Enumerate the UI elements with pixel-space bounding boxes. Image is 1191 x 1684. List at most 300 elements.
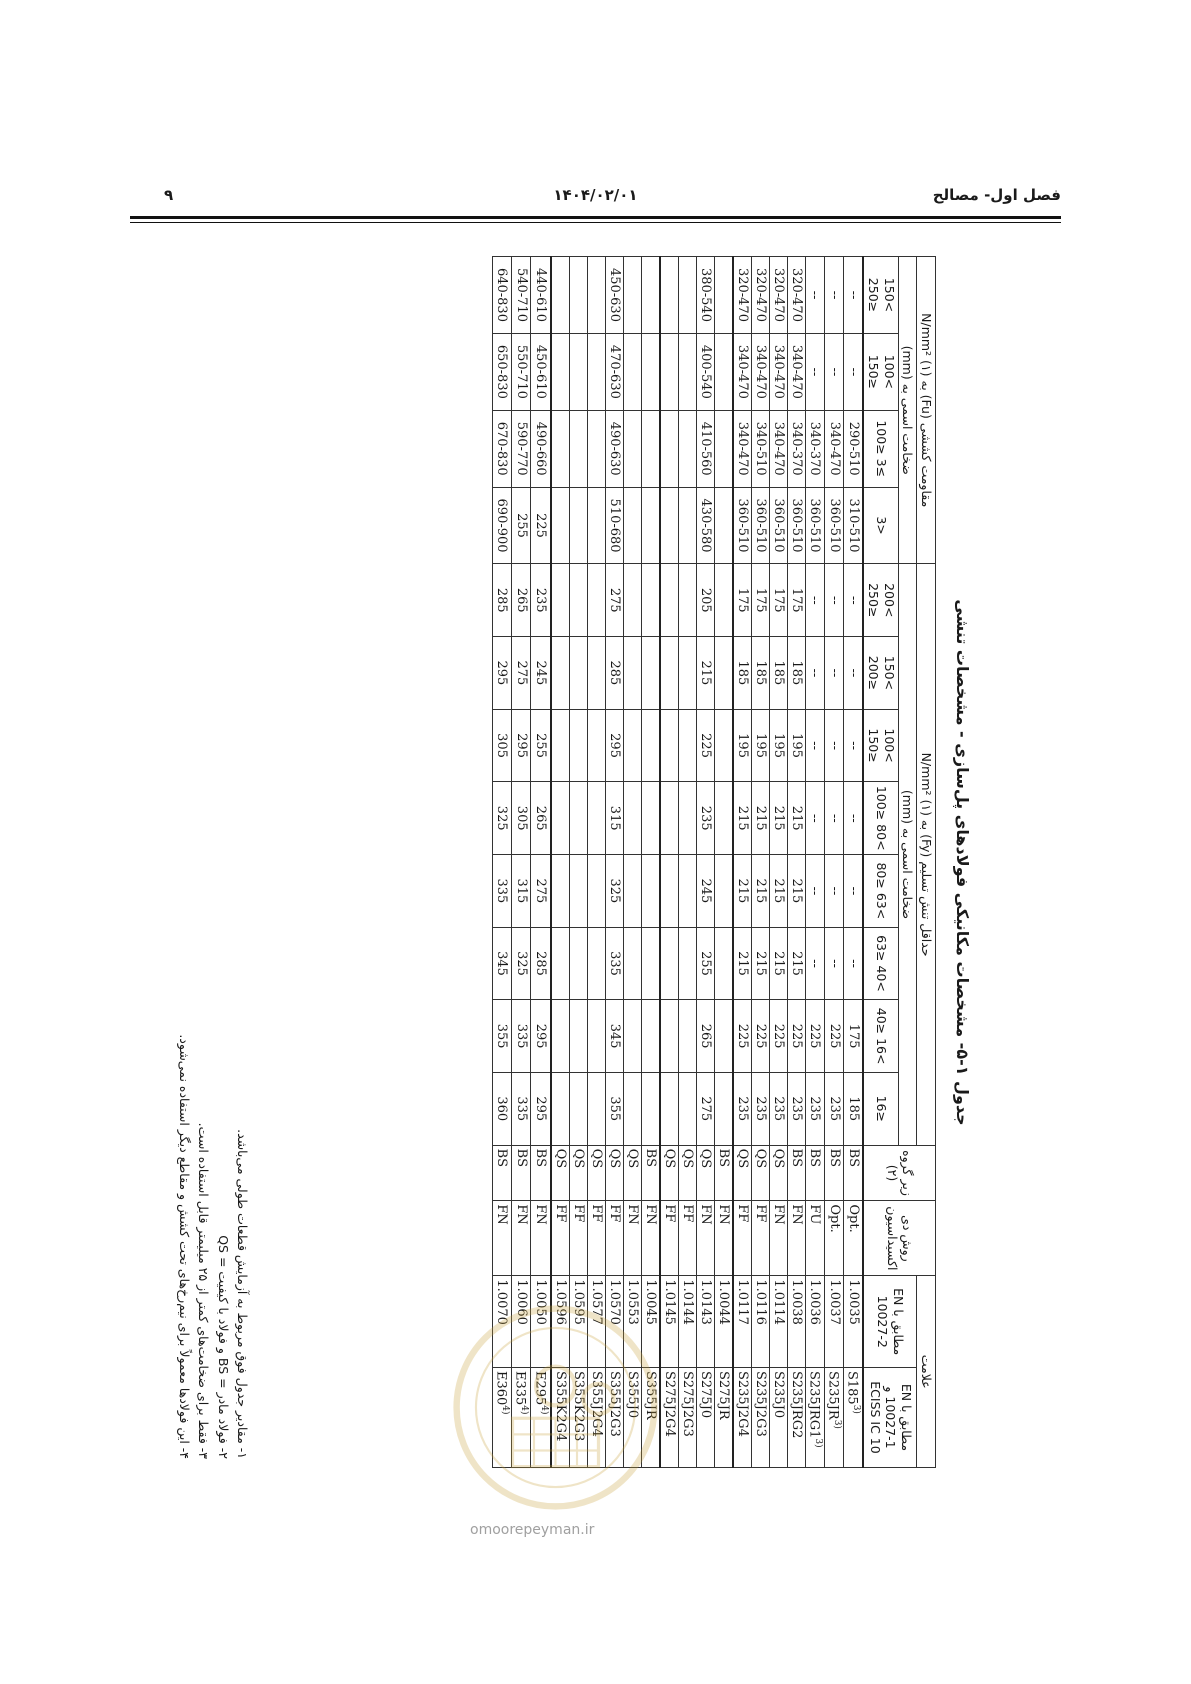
fy-range-header: >200 ≤250 bbox=[864, 564, 899, 637]
fy-value bbox=[660, 927, 679, 1000]
fu-thickness-header: ضخامت اسمی به (mm) bbox=[898, 257, 917, 564]
fy-value: 215 bbox=[696, 637, 714, 710]
fy-value: 285 bbox=[492, 564, 511, 637]
designation-en10027-1: S235J2G4 bbox=[733, 1367, 752, 1467]
page-header bbox=[130, 186, 1061, 212]
fy-range-header: >100 ≤150 bbox=[864, 709, 899, 782]
fy-value: -- bbox=[805, 927, 824, 1000]
fy-value bbox=[587, 1000, 605, 1073]
fy-value bbox=[551, 927, 570, 1000]
fu-value: 360-510 bbox=[824, 487, 843, 564]
fu-value: 320-470 bbox=[733, 257, 752, 334]
fu-value bbox=[714, 410, 733, 487]
fu-value: 670-830 bbox=[492, 410, 511, 487]
fu-value bbox=[551, 410, 570, 487]
fy-value: 215 bbox=[751, 855, 769, 928]
fy-value bbox=[660, 637, 679, 710]
fy-range-header: ≤16 bbox=[864, 1072, 899, 1145]
fy-value: 265 bbox=[696, 1000, 714, 1073]
designation-en10027-2: 1.0050 bbox=[531, 1276, 551, 1368]
fu-value: 360-510 bbox=[733, 487, 752, 564]
fu-value: 340-470 bbox=[733, 410, 752, 487]
fy-value: 215 bbox=[787, 782, 805, 855]
fu-value bbox=[569, 257, 587, 334]
designation-en10027-1: S355JR bbox=[641, 1367, 660, 1467]
designation-en10027-2: 1.0044 bbox=[714, 1276, 733, 1368]
deoxidation-method: FF bbox=[605, 1201, 623, 1276]
fu-value: 290-510 bbox=[844, 410, 864, 487]
deoxidation-method: FN bbox=[531, 1201, 551, 1276]
fy-value bbox=[551, 855, 570, 928]
fy-value: 360 bbox=[492, 1072, 511, 1145]
fu-value: 490-660 bbox=[531, 410, 551, 487]
fy-value bbox=[569, 782, 587, 855]
fy-value: 235 bbox=[769, 1072, 787, 1145]
fu-value: 340-470 bbox=[787, 333, 805, 410]
fy-range-header: >16 ≤40 bbox=[864, 1000, 899, 1073]
table-notes bbox=[175, 258, 253, 1459]
designation-en10027-2: 1.0037 bbox=[824, 1276, 843, 1368]
fy-value: 325 bbox=[511, 927, 530, 1000]
deoxidation-method: Opt. bbox=[824, 1201, 843, 1276]
fu-value: 320-470 bbox=[787, 257, 805, 334]
designation-en10027-1: S355J0 bbox=[623, 1367, 641, 1467]
table-row bbox=[551, 257, 570, 1468]
fy-value bbox=[551, 709, 570, 782]
fy-value: 235 bbox=[751, 1072, 769, 1145]
fy-value bbox=[551, 1072, 570, 1145]
deoxidation-method: FF bbox=[569, 1201, 587, 1276]
note-2: ۲- فولاد مادر = BS و فولاد با کیفیت = QS bbox=[215, 1235, 231, 1459]
fy-value bbox=[623, 855, 641, 928]
fy-value: 275 bbox=[531, 855, 551, 928]
fy-range-header: >40 ≤63 bbox=[864, 927, 899, 1000]
fy-value: 255 bbox=[696, 927, 714, 1000]
designation-en10027-1: S275J2G4 bbox=[660, 1367, 679, 1467]
fy-value: -- bbox=[844, 927, 864, 1000]
designation-en10027-2: 1.0596 bbox=[551, 1276, 570, 1368]
deoxidation-method: FF bbox=[660, 1201, 679, 1276]
note-1: ۱- مقادیر جدول فوق مربوط به آزمایش قطعات طولی می‌باشد. bbox=[235, 1129, 250, 1459]
fu-value bbox=[587, 410, 605, 487]
designation-en10027-2: 1.0035 bbox=[844, 1276, 864, 1368]
fy-value: 235 bbox=[531, 564, 551, 637]
table-row bbox=[531, 257, 551, 1468]
fy-value: 235 bbox=[696, 782, 714, 855]
fu-value bbox=[623, 257, 641, 334]
designation-en10027-2: 1.0570 bbox=[605, 1276, 623, 1368]
fy-value bbox=[569, 564, 587, 637]
fu-value: 340-370 bbox=[787, 410, 805, 487]
fy-value: 315 bbox=[511, 855, 530, 928]
fy-value: 175 bbox=[844, 1000, 864, 1073]
fy-value: 215 bbox=[769, 855, 787, 928]
fy-value: 215 bbox=[733, 927, 752, 1000]
fu-value bbox=[660, 487, 679, 564]
fy-value bbox=[569, 1000, 587, 1073]
fu-value: 360-510 bbox=[787, 487, 805, 564]
fu-value: 360-510 bbox=[751, 487, 769, 564]
designation-en10027-2: 1.0070 bbox=[492, 1276, 511, 1368]
subgroup: BS bbox=[531, 1145, 551, 1201]
rotated-content bbox=[176, 250, 978, 1475]
designation-en10027-2: 1.0553 bbox=[623, 1276, 641, 1368]
fu-value: 340-470 bbox=[824, 410, 843, 487]
subgroup: QS bbox=[660, 1145, 679, 1201]
subgroup: BS bbox=[805, 1145, 824, 1201]
fy-value: 235 bbox=[787, 1072, 805, 1145]
fy-value: 295 bbox=[492, 637, 511, 710]
fu-value: 690-900 bbox=[492, 487, 511, 564]
fu-value: 590-770 bbox=[511, 410, 530, 487]
deoxidation-method: FN bbox=[641, 1201, 660, 1276]
page-number: ۹ bbox=[164, 186, 174, 204]
fu-value: -- bbox=[844, 333, 864, 410]
fy-value bbox=[641, 564, 660, 637]
designation-en10027-2: 1.0038 bbox=[787, 1276, 805, 1368]
fy-value: -- bbox=[805, 782, 824, 855]
fy-value bbox=[623, 782, 641, 855]
fy-value: -- bbox=[824, 782, 843, 855]
fu-value: -- bbox=[824, 333, 843, 410]
fy-value: 285 bbox=[605, 637, 623, 710]
fy-value: -- bbox=[844, 855, 864, 928]
deoxidation-method: FF bbox=[551, 1201, 570, 1276]
note-3: ۳- فقط برای ضخامت‌های کمتر از ۲۵ میلیمتر قابل استفاده است. bbox=[196, 1122, 212, 1459]
fu-value bbox=[641, 410, 660, 487]
fu-value: 225 bbox=[531, 487, 551, 564]
designation-en10027-2: 1.0144 bbox=[678, 1276, 696, 1368]
designation-en10027-1: S235JRG2 bbox=[787, 1367, 805, 1467]
fu-value: 255 bbox=[511, 487, 530, 564]
table-row bbox=[805, 257, 824, 1468]
fy-value: 295 bbox=[531, 1000, 551, 1073]
fu-range-header: <3 bbox=[864, 487, 899, 564]
fy-value: -- bbox=[824, 564, 843, 637]
fy-value: 175 bbox=[751, 564, 769, 637]
fy-value: 335 bbox=[511, 1072, 530, 1145]
designation-en10027-1: S185$^{3)}$ bbox=[844, 1367, 864, 1467]
fy-value: 295 bbox=[605, 709, 623, 782]
fu-value: -- bbox=[805, 257, 824, 334]
fu-value: -- bbox=[805, 333, 824, 410]
fu-range-header: >150 ≤250 bbox=[864, 257, 899, 334]
fy-value: 335 bbox=[605, 927, 623, 1000]
fu-value bbox=[714, 333, 733, 410]
fy-value: 325 bbox=[605, 855, 623, 928]
fy-value: -- bbox=[805, 637, 824, 710]
note-4: ۴- این فولادها معمولاً برای نیم‌رخ‌های تحت کشش و مقاطع دیگر استفاده نمی‌شود. bbox=[176, 1034, 192, 1459]
designation-en10027-1: S235J0 bbox=[769, 1367, 787, 1467]
fy-value bbox=[641, 782, 660, 855]
table-row bbox=[511, 257, 530, 1468]
fy-value: 285 bbox=[531, 927, 551, 1000]
table-row bbox=[787, 257, 805, 1468]
fu-value: 400-540 bbox=[696, 333, 714, 410]
fu-value: 440-610 bbox=[531, 257, 551, 334]
deoxidation-method: FN bbox=[696, 1201, 714, 1276]
fu-value: 340-370 bbox=[805, 410, 824, 487]
designation-en10027-1: S355K2G4 bbox=[551, 1367, 570, 1467]
fy-value: 185 bbox=[844, 1072, 864, 1145]
subgroup: QS bbox=[569, 1145, 587, 1201]
fy-value bbox=[623, 1072, 641, 1145]
rotated-table-region bbox=[176, 250, 978, 1475]
fy-value bbox=[569, 637, 587, 710]
table-row bbox=[733, 257, 752, 1468]
fu-value: 380-540 bbox=[696, 257, 714, 334]
fy-range-header: >63 ≤80 bbox=[864, 855, 899, 928]
subgroup: QS bbox=[733, 1145, 752, 1201]
fy-value: 215 bbox=[769, 782, 787, 855]
table-row bbox=[492, 257, 511, 1468]
table-row bbox=[569, 257, 587, 1468]
fy-value bbox=[678, 1000, 696, 1073]
table-row bbox=[660, 257, 679, 1468]
fu-value: 510-680 bbox=[605, 487, 623, 564]
fy-value bbox=[551, 637, 570, 710]
deoxidation-method: FN bbox=[714, 1201, 733, 1276]
fu-value bbox=[641, 333, 660, 410]
fu-value bbox=[660, 410, 679, 487]
fu-value: 450-630 bbox=[605, 257, 623, 334]
designation-en10027-2: 1.0595 bbox=[569, 1276, 587, 1368]
fu-value bbox=[641, 257, 660, 334]
table-row bbox=[678, 257, 696, 1468]
watermark-url: omoorepeyman.ir bbox=[470, 1522, 595, 1538]
fy-value bbox=[660, 564, 679, 637]
fy-value: 215 bbox=[787, 927, 805, 1000]
fy-range-header: >150 ≤200 bbox=[864, 637, 899, 710]
subgroup: QS bbox=[678, 1145, 696, 1201]
table-row bbox=[641, 257, 660, 1468]
table-row bbox=[605, 257, 623, 1468]
deoxidation-method: Opt. bbox=[844, 1201, 864, 1276]
fy-value bbox=[714, 1000, 733, 1073]
designation-en10027-2: 1.0145 bbox=[660, 1276, 679, 1368]
table-row bbox=[696, 257, 714, 1468]
fy-value: 275 bbox=[511, 637, 530, 710]
fu-value: 320-470 bbox=[751, 257, 769, 334]
designation-en10027-2: 1.0045 bbox=[641, 1276, 660, 1368]
designation-en10027-1: S235J2G3 bbox=[751, 1367, 769, 1467]
table-row bbox=[824, 257, 843, 1468]
designation-en10027-2: 1.0116 bbox=[751, 1276, 769, 1368]
designation-en10027-2: 1.0036 bbox=[805, 1276, 824, 1368]
deox-header: روش دی اکسیداسیون bbox=[864, 1201, 936, 1276]
fu-value bbox=[678, 487, 696, 564]
fy-value: 185 bbox=[733, 637, 752, 710]
fy-value bbox=[660, 855, 679, 928]
fy-value: -- bbox=[824, 709, 843, 782]
fu-value: -- bbox=[844, 257, 864, 334]
fy-value: 345 bbox=[605, 1000, 623, 1073]
fy-value: 185 bbox=[751, 637, 769, 710]
fy-value: -- bbox=[805, 709, 824, 782]
fy-value bbox=[569, 709, 587, 782]
subgroup-header: زیر گروه (۲) bbox=[864, 1145, 936, 1201]
deoxidation-method: FF bbox=[587, 1201, 605, 1276]
deoxidation-method: FN bbox=[511, 1201, 530, 1276]
fy-value: 325 bbox=[492, 782, 511, 855]
subgroup: BS bbox=[511, 1145, 530, 1201]
fy-value bbox=[587, 637, 605, 710]
fy-value: 225 bbox=[733, 1000, 752, 1073]
fu-value bbox=[551, 333, 570, 410]
fy-value: 295 bbox=[531, 1072, 551, 1145]
en10027-2-header: مطابق با EN 10027-2 bbox=[864, 1276, 917, 1368]
fu-value bbox=[623, 333, 641, 410]
fu-value: 470-630 bbox=[605, 333, 623, 410]
fy-value bbox=[641, 709, 660, 782]
deoxidation-method: FF bbox=[678, 1201, 696, 1276]
table-row bbox=[844, 257, 864, 1468]
table-row bbox=[769, 257, 787, 1468]
fy-value bbox=[641, 927, 660, 1000]
designation-en10027-2: 1.0117 bbox=[733, 1276, 752, 1368]
fy-value bbox=[660, 782, 679, 855]
fy-value bbox=[714, 637, 733, 710]
fy-value: 265 bbox=[531, 782, 551, 855]
fy-value: 215 bbox=[733, 855, 752, 928]
deoxidation-method: FF bbox=[751, 1201, 769, 1276]
fu-value bbox=[714, 487, 733, 564]
fy-value: -- bbox=[844, 564, 864, 637]
designation-en10027-2: 1.0060 bbox=[511, 1276, 530, 1368]
fy-range-header: >80 ≤100 bbox=[864, 782, 899, 855]
fy-value: 195 bbox=[733, 709, 752, 782]
subgroup: BS bbox=[844, 1145, 864, 1201]
fy-value: 245 bbox=[696, 855, 714, 928]
fy-value: 225 bbox=[696, 709, 714, 782]
fy-value: 355 bbox=[605, 1072, 623, 1145]
fy-value bbox=[678, 709, 696, 782]
fu-value bbox=[641, 487, 660, 564]
fy-value bbox=[714, 1072, 733, 1145]
fy-value: 245 bbox=[531, 637, 551, 710]
fy-value: 215 bbox=[769, 927, 787, 1000]
fy-value: -- bbox=[824, 637, 843, 710]
fu-value: 340-470 bbox=[769, 333, 787, 410]
fu-value: 540-710 bbox=[511, 257, 530, 334]
designation-en10027-1: S355J2G3 bbox=[605, 1367, 623, 1467]
subgroup: QS bbox=[623, 1145, 641, 1201]
page-date: ۱۴۰۴/۰۲/۰۱ bbox=[553, 186, 638, 204]
fu-value: 360-510 bbox=[805, 487, 824, 564]
fu-value bbox=[678, 410, 696, 487]
fy-value bbox=[587, 564, 605, 637]
fy-value: 195 bbox=[787, 709, 805, 782]
fy-value bbox=[587, 855, 605, 928]
designation-en10027-1: S235JRG1$^{3)}$ bbox=[805, 1367, 824, 1467]
fy-value: 175 bbox=[787, 564, 805, 637]
subgroup: QS bbox=[605, 1145, 623, 1201]
fu-value: 430-580 bbox=[696, 487, 714, 564]
fy-value: 225 bbox=[751, 1000, 769, 1073]
fu-value: 340-470 bbox=[733, 333, 752, 410]
fy-value bbox=[587, 709, 605, 782]
designation-en10027-1: E295$^{4)}$ bbox=[531, 1367, 551, 1467]
designation-header: علامت bbox=[917, 1276, 936, 1468]
fy-value bbox=[678, 782, 696, 855]
fy-value bbox=[660, 1072, 679, 1145]
designation-en10027-1: S235JR$^{3)}$ bbox=[824, 1367, 843, 1467]
fu-value bbox=[551, 257, 570, 334]
fu-value: 310-510 bbox=[844, 487, 864, 564]
fy-value bbox=[678, 564, 696, 637]
fu-value bbox=[569, 487, 587, 564]
fy-value bbox=[551, 564, 570, 637]
fu-value: 450-610 bbox=[531, 333, 551, 410]
fu-value bbox=[551, 487, 570, 564]
fy-value bbox=[714, 782, 733, 855]
fy-value bbox=[714, 709, 733, 782]
fy-value: 215 bbox=[733, 782, 752, 855]
fy-value: 225 bbox=[769, 1000, 787, 1073]
designation-en10027-2: 1.0577 bbox=[587, 1276, 605, 1368]
table-caption: جدول ۱-۵- مشخصات مکانیکی فولادهای پل‌سازی - مشخصات تنشی bbox=[953, 599, 972, 1126]
designation-en10027-1: E360$^{4)}$ bbox=[492, 1367, 511, 1467]
fy-value bbox=[587, 782, 605, 855]
fy-value bbox=[551, 1000, 570, 1073]
fy-value: 335 bbox=[492, 855, 511, 928]
fu-range-header: >100 ≤150 bbox=[864, 333, 899, 410]
fy-value: 195 bbox=[751, 709, 769, 782]
deoxidation-method: FN bbox=[623, 1201, 641, 1276]
deoxidation-method: FN bbox=[787, 1201, 805, 1276]
fy-value: 335 bbox=[511, 1000, 530, 1073]
designation-en10027-1: E335$^{4)}$ bbox=[511, 1367, 530, 1467]
fy-value: -- bbox=[805, 564, 824, 637]
subgroup: BS bbox=[714, 1145, 733, 1201]
fu-value: 410-560 bbox=[696, 410, 714, 487]
fy-value: 315 bbox=[605, 782, 623, 855]
fy-value bbox=[587, 927, 605, 1000]
fy-value bbox=[714, 927, 733, 1000]
fu-value bbox=[587, 487, 605, 564]
fu-value bbox=[587, 333, 605, 410]
fy-value bbox=[623, 1000, 641, 1073]
fy-value bbox=[623, 927, 641, 1000]
fu-value bbox=[587, 257, 605, 334]
fu-value bbox=[714, 257, 733, 334]
fy-value bbox=[641, 637, 660, 710]
fy-value: -- bbox=[844, 637, 864, 710]
fu-value bbox=[660, 257, 679, 334]
fy-value: 235 bbox=[733, 1072, 752, 1145]
designation-en10027-2: 1.0143 bbox=[696, 1276, 714, 1368]
fy-value: -- bbox=[805, 855, 824, 928]
subgroup: QS bbox=[696, 1145, 714, 1201]
fy-value bbox=[623, 637, 641, 710]
fy-value: 225 bbox=[787, 1000, 805, 1073]
fy-value: 235 bbox=[805, 1072, 824, 1145]
fu-value bbox=[569, 410, 587, 487]
fu-value: 490-630 bbox=[605, 410, 623, 487]
fy-value bbox=[678, 927, 696, 1000]
fy-value: 175 bbox=[769, 564, 787, 637]
fy-value bbox=[623, 564, 641, 637]
subgroup: BS bbox=[641, 1145, 660, 1201]
fu-value: 360-510 bbox=[769, 487, 787, 564]
fy-value bbox=[569, 855, 587, 928]
fy-value: 275 bbox=[605, 564, 623, 637]
subgroup: QS bbox=[587, 1145, 605, 1201]
header-rule-thick bbox=[130, 216, 1061, 219]
fu-value: 340-470 bbox=[751, 333, 769, 410]
table-row bbox=[714, 257, 733, 1468]
fy-value: 215 bbox=[751, 927, 769, 1000]
